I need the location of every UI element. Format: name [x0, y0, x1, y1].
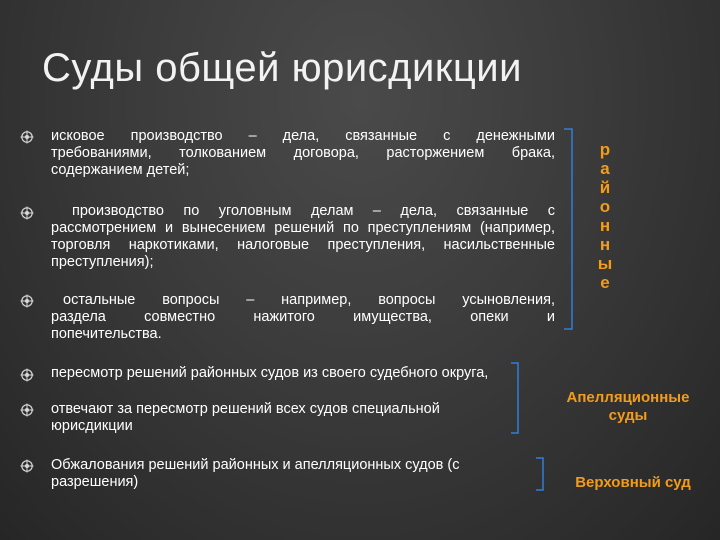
- letter: ы: [597, 254, 613, 273]
- appeal-label-line: суды: [608, 407, 648, 424]
- list-item: [51, 203, 555, 271]
- letter: р: [599, 140, 611, 159]
- bullet-icon: [20, 368, 34, 382]
- list-item: пересмотр решений районных судов из своего судебного округа,: [51, 365, 489, 381]
- bullet-icon: [20, 459, 34, 473]
- bullet-icon: [20, 206, 34, 220]
- district-courts-label: [590, 140, 620, 292]
- letter: н: [599, 235, 611, 254]
- letter: о: [599, 197, 611, 216]
- list-item-text: требованиями, толкованием договора, расторжением брака, содержанием детей;: [51, 145, 555, 178]
- list-item: Обжалования решений районных и апелляционных судов (с разрешения): [51, 457, 460, 490]
- letter: й: [599, 178, 611, 197]
- list-item: [51, 292, 555, 343]
- bullet-icon: [20, 294, 34, 308]
- list-item-line: раздела совместно нажитого имущества, опеки и: [51, 309, 555, 325]
- brace-district: [563, 128, 577, 330]
- supreme-court-label: Верховный суд: [575, 474, 691, 491]
- brace-supreme: [535, 457, 549, 491]
- slide-title: Суды общей юрисдикции: [42, 46, 522, 90]
- bullet-icon: [20, 403, 34, 417]
- letter: е: [600, 273, 610, 292]
- list-item-text: рассмотрением и вынесением решений по преступлениям (например, торговля наркотиками, налоговые преступления, насильственные преступления);: [51, 220, 555, 270]
- list-item-line: остальные вопросы – например, вопросы усыновления,: [63, 292, 555, 308]
- list-item-line: производство по уголовным делам – дела, связанные с: [72, 203, 555, 219]
- appeal-courts-label: [548, 389, 708, 425]
- bullet-icon: [20, 130, 34, 144]
- appeal-label-line: Апелляционные: [566, 389, 690, 406]
- list-item-text: попечительства.: [51, 326, 162, 342]
- list-item-line: исковое производство – дела, связанные с денежными: [51, 128, 555, 144]
- brace-appeal: [510, 362, 524, 434]
- list-item: отвечают за пересмотр решений всех судов специальной юрисдикции: [51, 401, 440, 434]
- list-item: [51, 128, 555, 179]
- letter: н: [599, 216, 611, 235]
- letter: а: [600, 159, 610, 178]
